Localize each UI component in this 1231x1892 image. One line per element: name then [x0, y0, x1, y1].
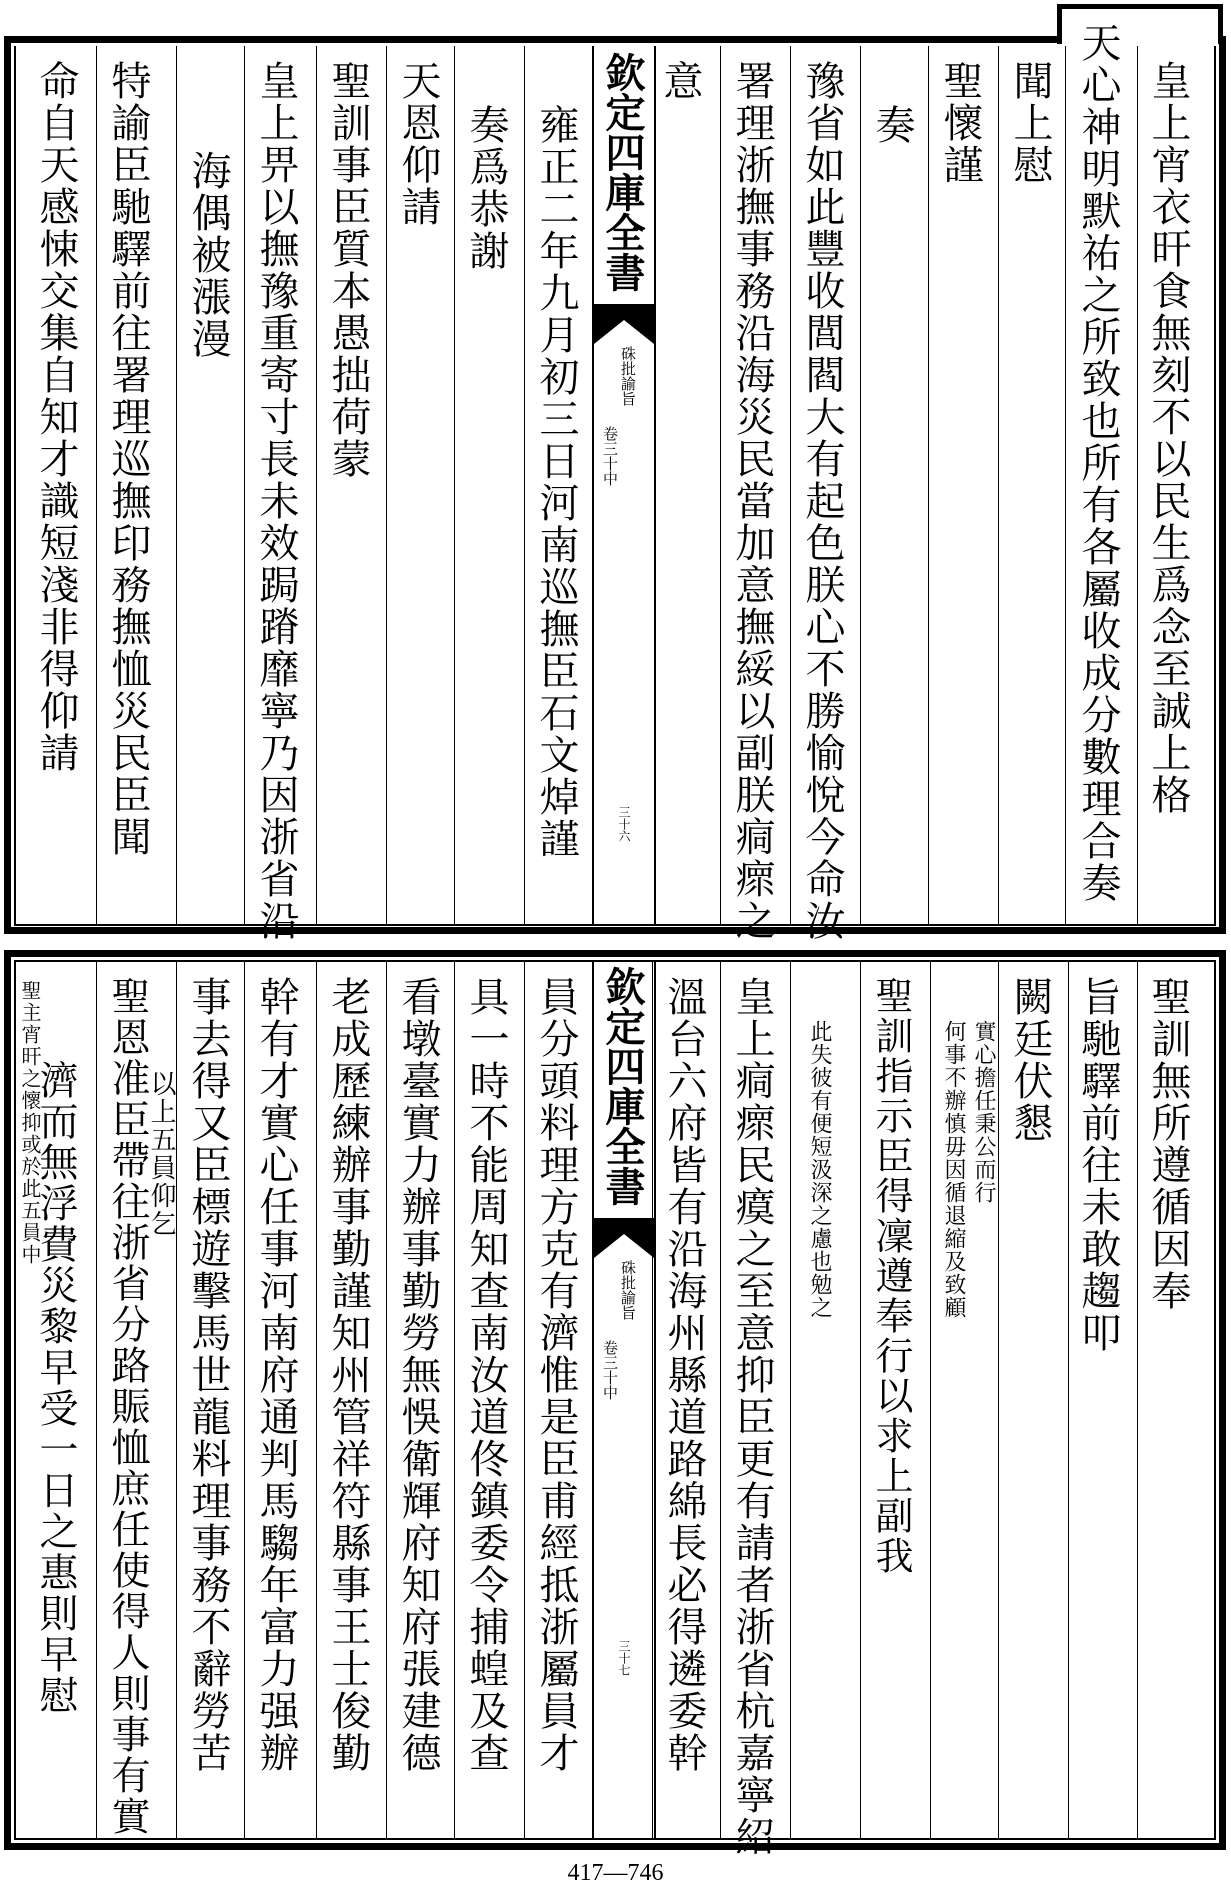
- col-rule: [930, 960, 931, 1840]
- col-rule: [316, 960, 317, 1840]
- col-rule: [386, 46, 387, 926]
- text-column: 天心神明默祐之所致也所有各屬收成分數理合奏: [1075, 22, 1121, 904]
- col-rule: [244, 46, 245, 926]
- text-column: 闕廷伏懇: [1007, 976, 1053, 1144]
- text-column: 皇上畀以撫豫重寄寸長未效跼蹐靡寧乃因浙省沿: [253, 60, 299, 942]
- text-column: 事去得又臣標遊擊馬世龍料理事務不辭勞苦: [185, 976, 231, 1774]
- fishtail-ornament-icon: [594, 304, 654, 344]
- col-rule: [524, 960, 525, 1840]
- text-column: 奏爲恭謝: [463, 104, 509, 272]
- col-rule: [998, 960, 999, 1840]
- text-column: 聖恩准臣帶往浙省分路賑恤庶任使得人則事有實: [105, 976, 150, 1837]
- text-column: 溫台六府皆有沿海州縣道路綿長必得遴委幹: [661, 976, 707, 1774]
- bottom-page-gutter: [592, 960, 656, 1840]
- top-page: [0, 0, 1231, 940]
- text-column: 幹有才實心任事河南府通判馬騶年富力强辦: [253, 976, 299, 1774]
- gutter-page-number: 三十七: [617, 1640, 631, 1676]
- page-footer-number: 417—746: [567, 1860, 664, 1886]
- col-rule: [244, 960, 245, 1840]
- text-column: 署理浙撫事務沿海災民當加意撫綏以副朕痌瘝之: [729, 60, 775, 942]
- small-text-column: 此失彼有便短汲深之慮也勉之: [807, 1020, 832, 1319]
- gutter-subtitle: 硃批諭旨: [619, 346, 637, 406]
- text-column: 濟而無浮費災黎早受一日之惠則早慰: [33, 1060, 78, 1716]
- col-rule: [1137, 960, 1138, 1840]
- text-column: 命自天感悚交集自知才識短淺非得仰請: [33, 60, 79, 774]
- text-column: 聞上慰: [1007, 60, 1053, 186]
- text-column: 員分頭料理方克有濟惟是臣甫經抵浙屬員才: [533, 976, 579, 1774]
- col-rule: [176, 46, 177, 926]
- col-rule: [454, 46, 455, 926]
- top-page-gutter: [592, 46, 656, 926]
- col-rule: [1137, 46, 1138, 926]
- col-rule: [454, 960, 455, 1840]
- text-column: 聖訓無所遵循因奉: [1145, 976, 1191, 1312]
- text-column: 豫省如此豐收閭閻大有起色朕心不勝愉悅今命汝: [799, 60, 845, 942]
- col-rule: [790, 46, 791, 926]
- col-rule: [1068, 960, 1069, 1840]
- text-column: 以上五員仰乞: [146, 1070, 176, 1238]
- col-rule: [720, 46, 721, 926]
- col-rule: [720, 960, 721, 1840]
- text-column: 雍正二年九月初三日河南巡撫臣石文焯謹: [533, 104, 579, 860]
- col-rule: [860, 960, 861, 1840]
- gutter-page-number: 三十六: [617, 806, 631, 842]
- text-column: 皇上宵衣旰食無刻不以民生爲念至誠上格: [1145, 60, 1191, 816]
- text-column: 具一時不能周知查南汝道佟鎮委令捕蝗及查: [463, 976, 509, 1774]
- col-rule: [928, 46, 929, 926]
- col-rule: [524, 46, 525, 926]
- text-column: 看墩臺實力辦事勤勞無悞衛輝府知府張建德: [395, 976, 441, 1774]
- col-rule: [176, 960, 177, 1840]
- text-column: 聖主宵旰之懷抑或於此五員中: [18, 980, 42, 1266]
- text-column: 天恩仰請: [395, 60, 441, 228]
- fishtail-ornament-icon: [594, 1218, 654, 1258]
- gutter-subtitle: 硃批諭旨: [619, 1260, 637, 1320]
- small-text-column: 實心擔任秉公而行: [971, 1020, 996, 1204]
- gutter-volume: 卷三十中: [601, 426, 619, 486]
- text-column: 旨馳驛前往未敢趨叩: [1075, 976, 1121, 1354]
- col-rule: [860, 46, 861, 926]
- col-rule: [96, 960, 97, 1840]
- gutter-title: 欽定四庫全書: [599, 52, 646, 292]
- text-column: 海偶被漲漫: [185, 150, 231, 360]
- text-column: 特諭臣馳驛前往署理巡撫印務撫恤災民臣聞: [105, 60, 151, 858]
- col-rule: [316, 46, 317, 926]
- col-rule: [96, 46, 97, 926]
- text-column: 意: [657, 60, 703, 102]
- col-rule: [1065, 46, 1066, 926]
- text-column: 聖訓事臣質本愚拙荷蒙: [325, 60, 371, 480]
- text-column: 老成歷練辦事勤謹知州管祥符縣事王士俊勤: [325, 976, 371, 1774]
- text-column: 奏: [869, 104, 915, 146]
- text-column: 皇上痌瘝民瘼之至意抑臣更有請者浙省杭嘉寧紹: [729, 976, 775, 1858]
- text-column: 聖懷謹: [937, 60, 983, 186]
- col-rule: [386, 960, 387, 1840]
- col-rule: [790, 960, 791, 1840]
- col-rule: [998, 46, 999, 926]
- text-column: 聖訓指示臣得凜遵奉行以求上副我: [869, 976, 913, 1576]
- gutter-title: 欽定四庫全書: [599, 966, 646, 1206]
- bottom-page: [0, 950, 1231, 1858]
- gutter-volume: 卷三十中: [601, 1340, 619, 1400]
- small-text-column: 何事不辦慎毋因循退縮及致顧: [941, 1020, 966, 1319]
